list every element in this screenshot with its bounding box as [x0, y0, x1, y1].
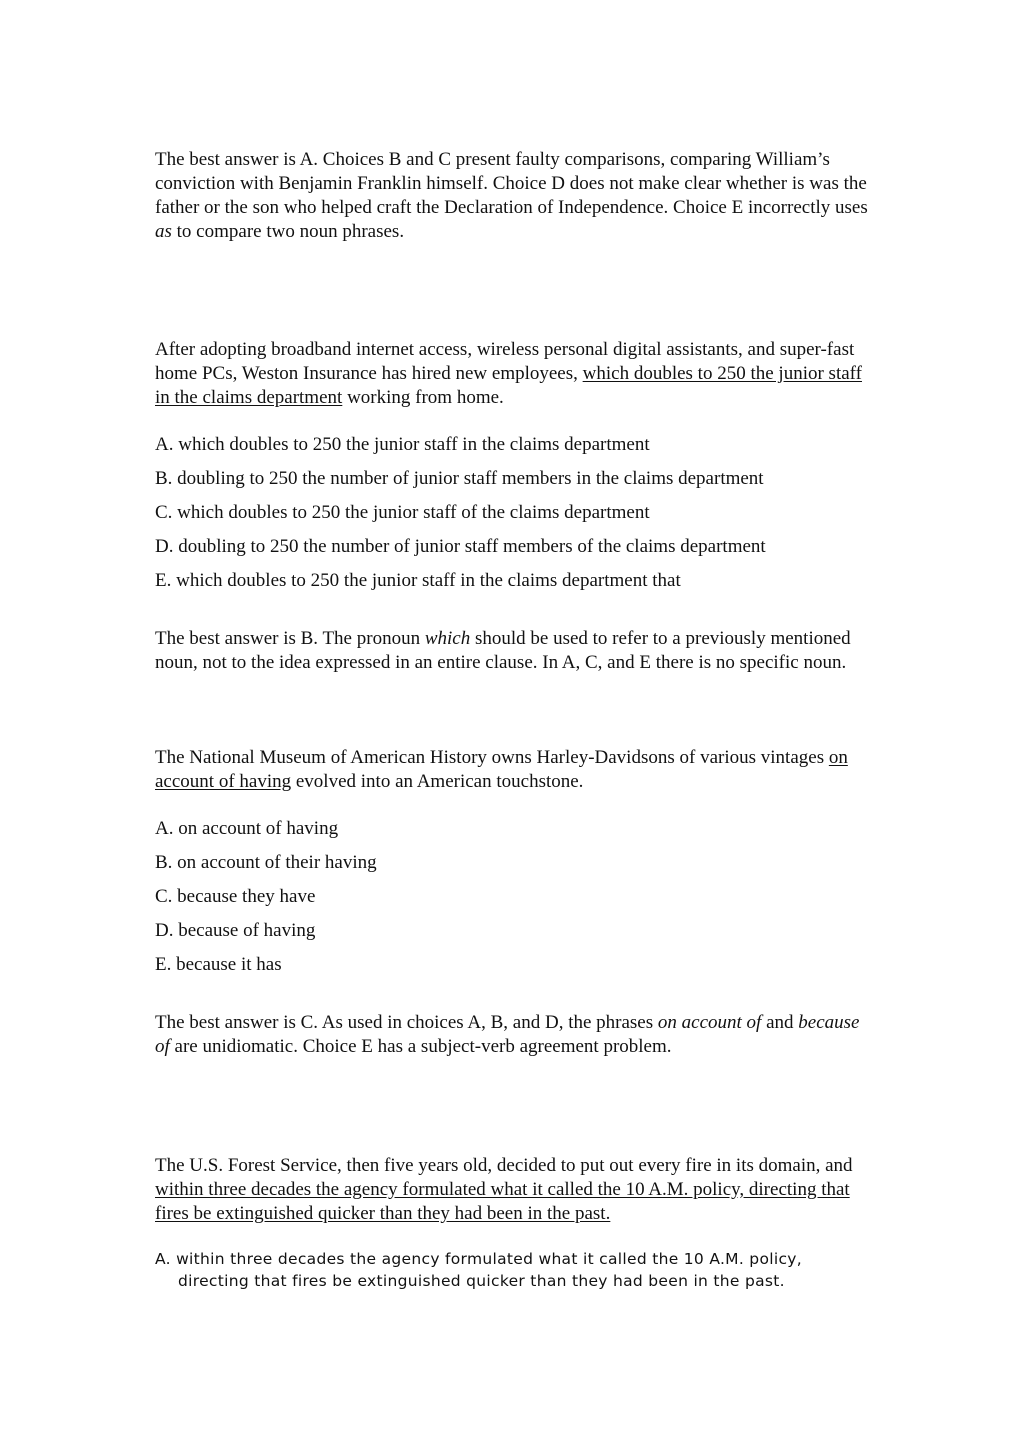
answer-explanation-3: The best answer is C. As used in choices A, B, and D, the phrases on account of and because of are unidiomatic. Choice E has a subject-verb agreement problem. [155, 1012, 860, 1057]
question-3-option-a: A. on account of having [155, 818, 339, 839]
answer-explanation-2: The best answer is B. The pronoun which should be used to refer to a previously mentioned noun, not to the idea expressed in an entire clause. In A, C, and E there is no specific noun. [155, 628, 851, 673]
emphasis-because-of: because of [155, 1012, 860, 1057]
question-2-option-d: D. doubling to 250 the number of junior staff members of the claims department [155, 536, 766, 557]
emphasis-which: which [424, 628, 471, 649]
answer-explanation-1: The best answer is A. Choices B and C present faulty comparisons, comparing William’s conviction with Benjamin Franklin himself. Choice D does not make clear whether is was the father or the son who helped craft the Declaration of Independence. Choice E incorrectly uses as to compare two noun phrases. [155, 149, 868, 242]
question-2-option-b: B. doubling to 250 the number of junior staff members in the claims department [155, 468, 764, 489]
question-3-option-b: B. on account of their having [155, 852, 377, 873]
emphasis-on-account-of: on account of [657, 1012, 762, 1033]
question-2-stem: After adopting broadband internet access, wireless personal digital assistants, and super-fast home PCs, Weston Insurance has hired new employees, which doubles to 250 the junior staff in the claims department working from home. [155, 339, 862, 408]
underlined-phrase: which doubles to 250 the junior staff in the claims department [155, 363, 862, 408]
question-3-option-c: C. because they have [155, 886, 316, 907]
emphasis-as: as [155, 221, 172, 242]
question-4-stem: The U.S. Forest Service, then five years old, decided to put out every fire in its domain, and within three decades the agency formulated what it called the 10 A.M. policy, directing that fires be extinguished quicker than they had been in the past. [155, 1155, 853, 1224]
question-2-option-a: A. which doubles to 250 the junior staff in the claims department [155, 434, 650, 455]
option-a-line-1: A. within three decades the agency formulated what it called the 10 A.M. policy, [155, 1250, 802, 1268]
question-3-stem: The National Museum of American History owns Harley-Davidsons of various vintages on account of having evolved into an American touchstone. [155, 747, 848, 792]
question-3-option-d: D. because of having [155, 920, 316, 941]
underlined-phrase: within three decades the agency formulated what it called the 10 A.M. policy, directing that fires be extinguished quicker than they had been in the past. [155, 1179, 850, 1224]
question-2-option-e: E. which doubles to 250 the junior staff in the claims department that [155, 570, 681, 591]
question-4-option-a [155, 1248, 875, 1292]
question-3-option-e: E. because it has [155, 954, 282, 975]
question-2-option-c: C. which doubles to 250 the junior staff of the claims department [155, 502, 650, 523]
underlined-phrase: on account of having [155, 747, 848, 792]
option-a-line-2: directing that fires be extinguished quicker than they had been in the past. [178, 1272, 785, 1290]
